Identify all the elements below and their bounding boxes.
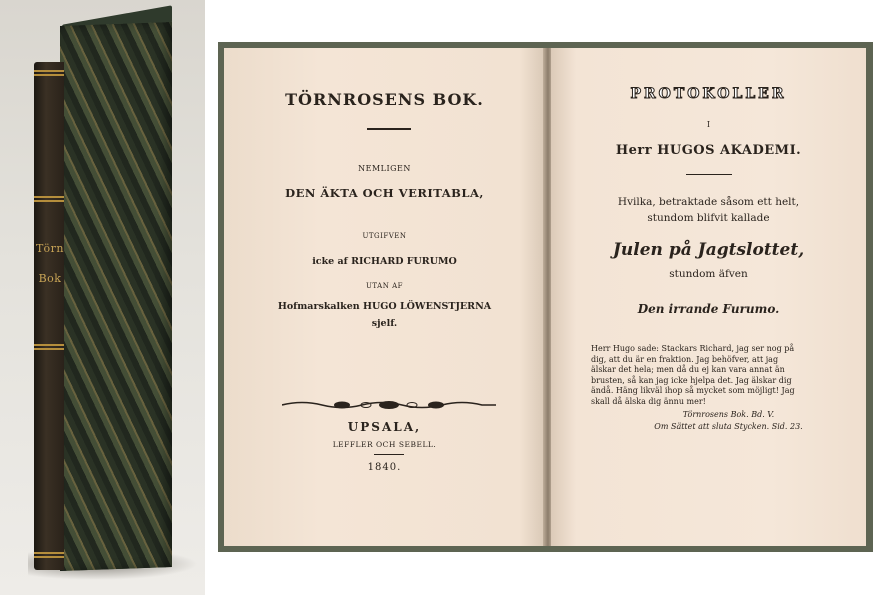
- quote-line: älskar det hela; men då du ej kan vara annat än: [591, 365, 785, 374]
- line-julen: Julen på Jagtslottet,: [612, 240, 805, 260]
- spine-gilt-band: [34, 74, 64, 76]
- line-hofmarskalken: Hofmarskalken HUGO LÖWENSTJERNA: [277, 301, 492, 312]
- title-page-left: [224, 48, 545, 546]
- line-utgifven: UTGIFVEN: [362, 232, 407, 240]
- spine-photo: [0, 0, 205, 595]
- line-irrande: Den irrande Furumo.: [637, 302, 780, 316]
- line-hvilka: Hvilka, betraktade såsom ett helt,: [617, 196, 800, 208]
- book-title: TÖRNROSENS BOK.: [285, 90, 484, 109]
- book-spine: [34, 62, 64, 570]
- quote-reference-1: Törnrosens Bok. Bd. V.: [682, 410, 775, 419]
- quote-line: dig, att du är en fraktion. Jag behöfver, att jag: [591, 354, 779, 364]
- spine-gilt-band: [34, 552, 64, 554]
- ornamental-divider: [282, 398, 496, 412]
- epigraph-quote: [591, 344, 831, 407]
- quote-line: brusten, så kan jag icke hjelpa det. Jag älskar dig: [591, 375, 792, 385]
- marbled-board: [60, 22, 172, 571]
- spine-gilt-band: [34, 196, 64, 198]
- spine-gilt-band: [34, 70, 64, 72]
- title-rule: [367, 128, 411, 130]
- spine-title-bottom: Bok: [38, 272, 62, 285]
- line-utan: UTAN AF: [365, 282, 403, 290]
- spine-title-top: Törn: [36, 242, 64, 255]
- imprint-rule: [374, 454, 404, 455]
- quote-reference-2: Om Sättet att sluta Stycken. Sid. 23.: [654, 422, 803, 431]
- line-akta: DEN ÄKTA OCH VERITABLA,: [285, 186, 484, 200]
- spine-gilt-band: [34, 200, 64, 202]
- open-book-photo: [218, 42, 873, 552]
- spine-gilt-band: [34, 348, 64, 350]
- quote-line: skall då älska dig ännu mer!: [591, 396, 706, 406]
- line-afven: stundom äfven: [669, 268, 748, 280]
- title-page-right: [551, 48, 866, 546]
- right-title-rule: [686, 174, 732, 175]
- line-i: I: [706, 120, 711, 129]
- imprint-publisher: LEFFLER OCH SEBELL.: [332, 440, 437, 449]
- protokoller-title: PROTOKOLLER: [630, 86, 787, 102]
- quote-line: ändå. Häng likväl ihop så mycket som möjligt! Jag: [591, 386, 795, 395]
- line-nemligen: NEMLIGEN: [358, 164, 411, 173]
- spine-gilt-band: [34, 556, 64, 558]
- quote-line: Herr Hugo sade: Stackars Richard, jag ser nog på: [591, 344, 795, 353]
- imprint-place: UPSALA,: [347, 420, 422, 434]
- line-herr-hugos: Herr HUGOS AKADEMI.: [615, 143, 802, 158]
- spine-gilt-band: [34, 344, 64, 346]
- line-icke: icke af RICHARD FURUMO: [312, 256, 457, 267]
- line-stundom: stundom blifvit kallade: [647, 212, 770, 224]
- imprint-year: 1840.: [367, 462, 402, 473]
- line-sjelf: sjelf.: [371, 318, 398, 329]
